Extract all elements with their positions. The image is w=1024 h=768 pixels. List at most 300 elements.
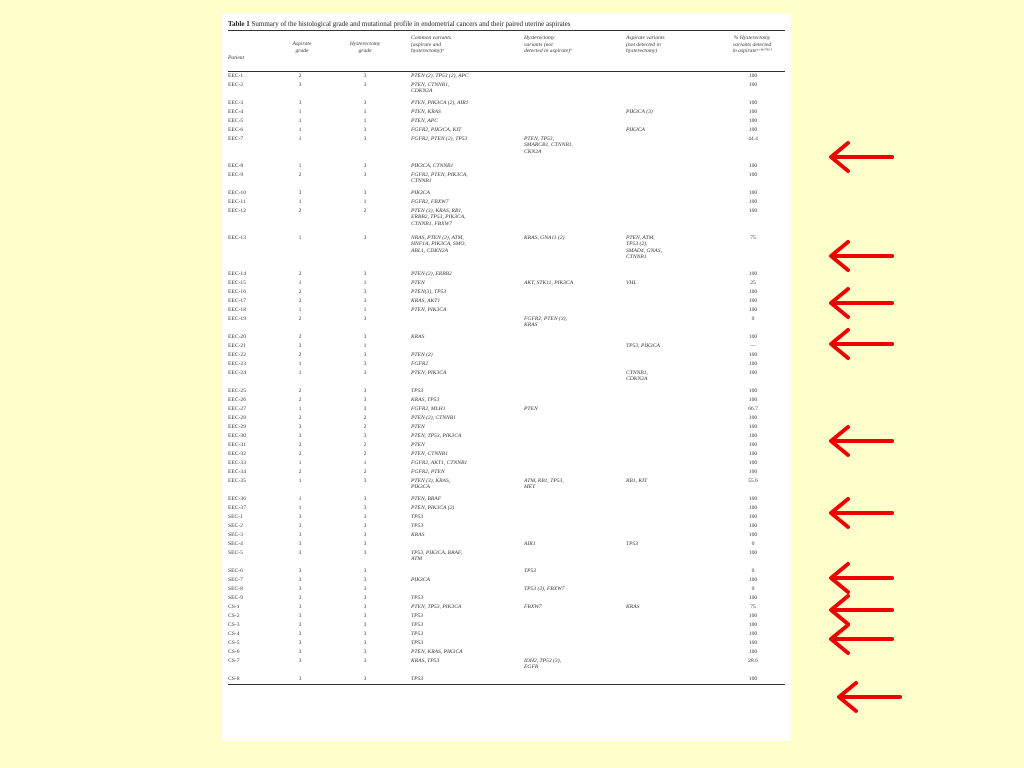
cell-percent-detected: 100 — [748, 631, 758, 637]
cell-common-variants: PTEN (2), CTNNB1 — [411, 415, 456, 421]
cell-common-variants: PTEN, PIK3CA — [411, 307, 447, 313]
cell-common-variants: KRAS, AKT1 — [411, 298, 441, 304]
cell-percent-detected: 100 — [748, 397, 758, 403]
cell-aspirate-grade: 3 — [298, 577, 302, 583]
cell-hysterectomy-variants — [524, 288, 619, 289]
cell-percent-detected: 100 — [748, 451, 758, 457]
cell-patient: EEC-7 — [228, 136, 244, 142]
cell-common-variants: TP53 — [411, 595, 424, 601]
cell-percent-detected: 100 — [748, 82, 758, 88]
cell-aspirate-variants — [626, 135, 701, 136]
table-row — [228, 405, 785, 414]
cell-hysterectomy-grade: 3 — [363, 631, 367, 637]
cell-hysterectomy-grade: 3 — [363, 622, 367, 628]
cell-common-variants: TP53 — [411, 613, 424, 619]
cell-hysterectomy-grade: 1 — [363, 118, 367, 124]
cell-percent-detected: 100 — [748, 640, 758, 646]
cell-aspirate-variants — [626, 504, 701, 505]
left-arrow-icon — [826, 496, 898, 530]
cell-aspirate-grade: 1 — [298, 496, 302, 502]
left-arrow-icon — [826, 424, 898, 458]
cell-hysterectomy-grade: 3 — [363, 577, 367, 583]
cell-hysterectomy-variants — [524, 333, 619, 334]
cell-percent-detected: 100 — [748, 577, 758, 583]
cell-hysterectomy-grade: 3 — [363, 361, 367, 367]
cell-common-variants: FGFR2, PIK3CA, KIT — [411, 127, 462, 133]
table-row — [228, 513, 785, 522]
cell-aspirate-grade: 2 — [298, 388, 302, 394]
cell-patient: SEC-8 — [228, 586, 243, 592]
cell-hysterectomy-variants — [524, 432, 619, 433]
cell-hysterectomy-variants — [524, 630, 619, 631]
cell-common-variants: PTEN, PIK3CA — [411, 370, 447, 376]
cell-common-variants: PTEN, PIK3CA (2) — [411, 505, 455, 511]
cell-hysterectomy-grade: 3 — [363, 316, 367, 322]
cell-patient: SEC-4 — [228, 541, 243, 547]
cell-percent-detected: 100 — [748, 118, 758, 124]
cell-hysterectomy-grade: 3 — [363, 388, 367, 394]
cell-common-variants: FGFR2, PTEN — [411, 469, 445, 475]
cell-patient: EEC-14 — [228, 271, 247, 277]
table-row — [228, 423, 785, 432]
cell-aspirate-variants — [626, 189, 701, 190]
cell-percent-detected: 100 — [748, 109, 758, 115]
cell-patient: CS-4 — [228, 631, 240, 637]
cell-patient: EEC-18 — [228, 307, 247, 313]
cell-aspirate-grade: 3 — [298, 595, 302, 601]
cell-common-variants: PIK3CA — [411, 190, 430, 196]
cell-percent-detected: — — [750, 343, 756, 349]
left-arrow-icon — [826, 561, 898, 595]
cell-hysterectomy-variants — [524, 549, 619, 550]
cell-aspirate-grade: 2 — [298, 298, 302, 304]
left-arrow-icon — [834, 680, 906, 714]
cell-aspirate-variants — [626, 522, 701, 523]
cell-percent-detected: 100 — [748, 433, 758, 439]
cell-aspirate-grade: 3 — [298, 424, 302, 430]
cell-hysterectomy-variants — [524, 522, 619, 523]
cell-aspirate-variants — [626, 306, 701, 307]
cell-aspirate-grade: 2 — [298, 172, 302, 178]
table-row — [228, 351, 785, 360]
cell-aspirate-variants — [626, 585, 701, 586]
cell-common-variants: PTEN — [411, 442, 425, 448]
cell-patient: EEC-36 — [228, 496, 247, 502]
cell-hysterectomy-variants — [524, 306, 619, 307]
cell-patient: EEC-17 — [228, 298, 247, 304]
table-row — [228, 675, 785, 684]
cell-hysterectomy-grade: 2 — [363, 208, 367, 214]
cell-percent-detected: 100 — [748, 442, 758, 448]
table-row — [228, 333, 785, 342]
cell-hysterectomy-variants — [524, 423, 619, 424]
cell-hysterectomy-grade: 3 — [363, 568, 367, 574]
cell-hysterectomy-grade: 3 — [363, 127, 367, 133]
table-row — [228, 279, 785, 288]
cell-aspirate-grade: 1 — [298, 109, 302, 115]
cell-aspirate-grade: 3 — [298, 640, 302, 646]
cell-hysterectomy-variants — [524, 297, 619, 298]
cell-common-variants: PTEN, TP53, PIK3CA — [411, 433, 462, 439]
cell-patient: EEC-31 — [228, 442, 247, 448]
cell-hysterectomy-variants — [524, 360, 619, 361]
cell-aspirate-variants — [626, 171, 701, 172]
cell-percent-detected: 100 — [748, 172, 758, 178]
table-row — [228, 315, 785, 333]
cell-aspirate-variants — [626, 396, 701, 397]
cell-patient: EEC-13 — [228, 235, 247, 241]
table-row — [228, 504, 785, 513]
cell-percent-detected: 28.6 — [748, 658, 758, 664]
table-row — [228, 162, 785, 171]
cell-hysterectomy-variants: TP53 — [524, 568, 537, 574]
cell-hysterectomy-grade: 2 — [363, 415, 367, 421]
cell-hysterectomy-grade: 3 — [363, 235, 367, 241]
cell-hysterectomy-grade: 3 — [363, 136, 367, 142]
cell-aspirate-variants — [626, 432, 701, 433]
cell-common-variants: FGFR2, PTEN (2), TP53 — [411, 136, 468, 142]
cell-common-variants: TP53 — [411, 514, 424, 520]
cell-common-variants: KRAS — [411, 334, 425, 340]
cell-aspirate-grade: 2 — [298, 352, 302, 358]
cell-aspirate-variants: PTEN, ATM, TP53 (2), SMAD4, GNAS, CTNNB1 — [626, 235, 662, 261]
cell-common-variants: PTEN (3), KRAS, RB1, ERBB2, TP53, PIK3CA, CTNNB1, FBXW7 — [411, 208, 466, 227]
cell-aspirate-variants: PIK3CA — [626, 127, 645, 133]
cell-aspirate-grade: 1 — [298, 163, 302, 169]
cell-hysterectomy-variants — [524, 621, 619, 622]
cell-aspirate-variants — [626, 621, 701, 622]
cell-hysterectomy-grade: 2 — [363, 469, 367, 475]
cell-hysterectomy-variants — [524, 594, 619, 595]
cell-hysterectomy-grade: 3 — [363, 505, 367, 511]
cell-percent-detected: 100 — [748, 208, 758, 214]
cell-common-variants: PTEN, APC — [411, 118, 438, 124]
cell-common-variants: TP53 — [411, 676, 424, 682]
cell-patient: SEC-9 — [228, 595, 243, 601]
cell-hysterectomy-variants — [524, 162, 619, 163]
cell-hysterectomy-grade: 3 — [363, 541, 367, 547]
cell-common-variants: PIK3CA — [411, 577, 430, 583]
cell-patient: EEC-20 — [228, 334, 247, 340]
cell-hysterectomy-grade: 3 — [363, 478, 367, 484]
table-row — [228, 234, 785, 270]
cell-aspirate-variants — [626, 315, 701, 316]
cell-patient: EEC-22 — [228, 352, 247, 358]
cell-aspirate-grade: 2 — [298, 316, 302, 322]
cell-patient: SEC-3 — [228, 532, 243, 538]
cell-aspirate-grade: 2 — [298, 73, 302, 79]
cell-aspirate-grade: 1 — [298, 361, 302, 367]
cell-common-variants: TP53 — [411, 388, 424, 394]
cell-aspirate-variants: TP53, PIK3CA — [626, 343, 660, 349]
cell-hysterectomy-grade: 1 — [363, 199, 367, 205]
cell-aspirate-variants — [626, 207, 701, 208]
cell-aspirate-grade: 1 — [298, 127, 302, 133]
cell-aspirate-variants — [626, 630, 701, 631]
cell-common-variants: PTEN (2), ERBB2 — [411, 271, 452, 277]
cell-percent-detected: 100 — [748, 361, 758, 367]
cell-percent-detected: 100 — [748, 370, 758, 376]
table-row — [228, 459, 785, 468]
cell-patient: EEC-1 — [228, 73, 244, 79]
cell-hysterectomy-grade: 3 — [363, 163, 367, 169]
cell-hysterectomy-variants — [524, 441, 619, 442]
cell-hysterectomy-grade: 3 — [363, 514, 367, 520]
cell-hysterectomy-variants: KRAS, GNA11 (2) — [524, 235, 565, 241]
cell-percent-detected: 75 — [750, 604, 756, 610]
cell-hysterectomy-grade: 3 — [363, 613, 367, 619]
cell-percent-detected: 100 — [748, 388, 758, 394]
cell-common-variants: PTEN(3), TP53 — [411, 289, 447, 295]
table-row — [228, 630, 785, 639]
cell-hysterectomy-grade: 3 — [363, 370, 367, 376]
cell-aspirate-variants — [626, 549, 701, 550]
cell-aspirate-variants — [626, 459, 701, 460]
table-row — [228, 441, 785, 450]
left-arrow-icon — [826, 140, 898, 174]
cell-common-variants: PTEN — [411, 424, 425, 430]
cell-hysterectomy-grade: 3 — [363, 190, 367, 196]
cell-hysterectomy-variants — [524, 504, 619, 505]
cell-hysterectomy-grade: 3 — [363, 289, 367, 295]
cell-hysterectomy-grade: 3 — [363, 397, 367, 403]
cell-aspirate-variants — [626, 360, 701, 361]
cell-common-variants: PTEN, BRAF — [411, 496, 442, 502]
cell-patient: EEC-5 — [228, 118, 244, 124]
cell-percent-detected: 25 — [750, 280, 756, 286]
cell-patient: SEC-6 — [228, 568, 243, 574]
cell-common-variants: TP53 — [411, 523, 424, 529]
cell-aspirate-grade: 3 — [298, 550, 302, 556]
cell-patient: CS-1 — [228, 604, 240, 610]
table-row — [228, 594, 785, 603]
cell-aspirate-grade: 3 — [298, 586, 302, 592]
table-image — [222, 14, 791, 741]
cell-percent-detected: 100 — [748, 415, 758, 421]
cell-patient: EEC-32 — [228, 451, 247, 457]
cell-hysterectomy-variants — [524, 189, 619, 190]
cell-aspirate-grade: 3 — [298, 532, 302, 538]
cell-patient: CS-5 — [228, 640, 240, 646]
cell-percent-detected: 0 — [751, 316, 755, 322]
cell-patient: EEC-21 — [228, 343, 247, 349]
table-row — [228, 414, 785, 423]
table-body — [228, 72, 785, 684]
table-row — [228, 450, 785, 459]
cell-aspirate-grade: 3 — [298, 649, 302, 655]
cell-common-variants: PTEN — [411, 280, 425, 286]
cell-hysterectomy-grade: 3 — [363, 100, 367, 106]
table-row — [228, 99, 785, 108]
cell-patient: SEC-1 — [228, 514, 243, 520]
cell-percent-detected: 100 — [748, 532, 758, 538]
cell-hysterectomy-grade: 3 — [363, 550, 367, 556]
table-row — [228, 468, 785, 477]
cell-percent-detected: 100 — [748, 190, 758, 196]
cell-percent-detected: 100 — [748, 73, 758, 79]
cell-aspirate-grade: 1 — [298, 370, 302, 376]
cell-patient: EEC-11 — [228, 199, 246, 205]
cell-common-variants: TP53 — [411, 640, 424, 646]
cell-common-variants: FGFR2, MLH1 — [411, 406, 446, 412]
cell-aspirate-grade: 1 — [298, 136, 302, 142]
table-row — [228, 135, 785, 162]
cell-patient: CS-3 — [228, 622, 240, 628]
cell-hysterectomy-variants — [524, 198, 619, 199]
cell-hysterectomy-variants — [524, 612, 619, 613]
cell-aspirate-variants — [626, 117, 701, 118]
cell-aspirate-variants — [626, 297, 701, 298]
header-common-variants: Common variants (aspirate and hysterectomy)ᵃ — [411, 35, 451, 55]
cell-hysterectomy-variants: FBXW7 — [524, 604, 542, 610]
bottom-rule — [228, 684, 785, 685]
cell-patient: EEC-3 — [228, 100, 244, 106]
cell-aspirate-variants — [626, 72, 701, 73]
cell-hysterectomy-grade: 3 — [363, 658, 367, 664]
cell-aspirate-variants: KRAS — [626, 604, 640, 610]
cell-aspirate-variants — [626, 198, 701, 199]
cell-aspirate-grade: 1 — [298, 199, 302, 205]
cell-hysterectomy-grade: 1 — [363, 307, 367, 313]
cell-hysterectomy-variants: AIR1 — [524, 541, 536, 547]
cell-common-variants: TP53 — [411, 622, 424, 628]
cell-hysterectomy-variants — [524, 369, 619, 370]
table-row — [228, 207, 785, 234]
cell-patient: CS-6 — [228, 649, 240, 655]
table-label: Table 1 — [228, 20, 250, 28]
cell-patient: EEC-12 — [228, 208, 247, 214]
cell-hysterectomy-grade: 3 — [363, 532, 367, 538]
cell-patient: EEC-26 — [228, 397, 247, 403]
left-arrow-icon — [826, 286, 898, 320]
cell-aspirate-variants — [626, 414, 701, 415]
cell-hysterectomy-variants — [524, 171, 619, 172]
cell-aspirate-grade: 1 — [298, 307, 302, 313]
cell-patient: CS-7 — [228, 658, 240, 664]
cell-patient: CS-2 — [228, 613, 240, 619]
cell-percent-detected: 100 — [748, 163, 758, 169]
table-row — [228, 171, 785, 189]
cell-common-variants: PTEN, KRAS — [411, 109, 441, 115]
cell-aspirate-variants: TP53 — [626, 541, 639, 547]
cell-aspirate-variants — [626, 495, 701, 496]
cell-hysterectomy-variants — [524, 414, 619, 415]
table-row — [228, 621, 785, 630]
cell-hysterectomy-grade: 3 — [363, 271, 367, 277]
cell-hysterectomy-grade: 3 — [363, 334, 367, 340]
cell-aspirate-variants — [626, 648, 701, 649]
table-row — [228, 603, 785, 612]
cell-hysterectomy-variants — [524, 576, 619, 577]
cell-patient: EEC-37 — [228, 505, 247, 511]
cell-hysterectomy-grade: 2 — [363, 451, 367, 457]
cell-patient: EEC-33 — [228, 460, 247, 466]
header-aspirate-grade: Aspirate grade — [292, 41, 312, 54]
table-row — [228, 198, 785, 207]
cell-patient: CS-8 — [228, 676, 240, 682]
cell-hysterectomy-variants: PTEN — [524, 406, 538, 412]
cell-aspirate-grade: 2 — [298, 397, 302, 403]
cell-aspirate-variants — [626, 513, 701, 514]
table-row — [228, 126, 785, 135]
cell-aspirate-grade: 3 — [298, 514, 302, 520]
cell-common-variants — [411, 315, 516, 316]
cell-percent-detected: 100 — [748, 424, 758, 430]
cell-aspirate-variants — [626, 333, 701, 334]
cell-hysterectomy-variants — [524, 207, 619, 208]
cell-aspirate-grade: 2 — [298, 469, 302, 475]
cell-hysterectomy-grade: 3 — [363, 595, 367, 601]
cell-hysterectomy-variants — [524, 99, 619, 100]
cell-patient: EEC-9 — [228, 172, 244, 178]
cell-aspirate-grade: 3 — [298, 568, 302, 574]
table-row — [228, 369, 785, 387]
cell-percent-detected: 100 — [748, 676, 758, 682]
cell-aspirate-grade: 3 — [298, 613, 302, 619]
cell-hysterectomy-grade: 3 — [363, 82, 367, 88]
cell-percent-detected: 100 — [748, 550, 758, 556]
cell-patient: EEC-19 — [228, 316, 247, 322]
cell-hysterectomy-grade: 3 — [363, 496, 367, 502]
cell-aspirate-grade: 1 — [298, 406, 302, 412]
cell-aspirate-grade: 1 — [298, 280, 302, 286]
cell-aspirate-grade: 3 — [298, 622, 302, 628]
table-header — [228, 31, 785, 71]
cell-common-variants — [411, 540, 516, 541]
cell-aspirate-grade: 2 — [298, 334, 302, 340]
cell-hysterectomy-variants: PTEN, TP53, SMARCB1, CTNNB1, CKN2A — [524, 136, 573, 155]
cell-hysterectomy-variants: TP53 (2), FBXW7 — [524, 586, 565, 592]
cell-percent-detected: 100 — [748, 523, 758, 529]
table-row — [228, 396, 785, 405]
cell-percent-detected: 100 — [748, 469, 758, 475]
cell-percent-detected: 100 — [748, 352, 758, 358]
cell-hysterectomy-variants — [524, 450, 619, 451]
cell-percent-detected: 100 — [748, 496, 758, 502]
cell-hysterectomy-grade: 1 — [363, 343, 367, 349]
left-arrow-icon — [826, 327, 898, 361]
table-row — [228, 387, 785, 396]
table-row — [228, 648, 785, 657]
cell-patient: EEC-28 — [228, 415, 247, 421]
cell-aspirate-variants — [626, 351, 701, 352]
cell-common-variants: KRAS, TP53 — [411, 658, 440, 664]
cell-aspirate-variants — [626, 450, 701, 451]
header-percent-detected: % Hysterectomy variants detected in aspirateᵃᶜ⁽ⁿ⁼⁵⁶⁾ — [732, 35, 772, 55]
cell-patient: EEC-6 — [228, 127, 244, 133]
cell-common-variants: PIK3CA, CTNNB1 — [411, 163, 454, 169]
cell-percent-detected: 100 — [748, 307, 758, 313]
cell-common-variants — [411, 342, 516, 343]
cell-aspirate-variants — [626, 441, 701, 442]
cell-aspirate-variants — [626, 423, 701, 424]
cell-aspirate-grade: 3 — [298, 82, 302, 88]
cell-aspirate-grade: 1 — [298, 460, 302, 466]
cell-patient: SEC-7 — [228, 577, 243, 583]
table-caption — [228, 20, 785, 30]
cell-percent-detected: 66.7 — [748, 406, 758, 412]
cell-percent-detected: 44.4 — [748, 136, 758, 142]
cell-common-variants: FGFR2, AKT1, CTNNB1 — [411, 460, 468, 466]
cell-percent-detected: 55.6 — [748, 478, 758, 484]
cell-hysterectomy-variants — [524, 72, 619, 73]
cell-percent-detected: 100 — [748, 100, 758, 106]
cell-hysterectomy-variants — [524, 459, 619, 460]
cell-hysterectomy-grade: 3 — [363, 172, 367, 178]
cell-common-variants: TP53, PIK3CA, BRAF, ATM — [411, 550, 463, 563]
table-row — [228, 495, 785, 504]
table-row — [228, 540, 785, 549]
